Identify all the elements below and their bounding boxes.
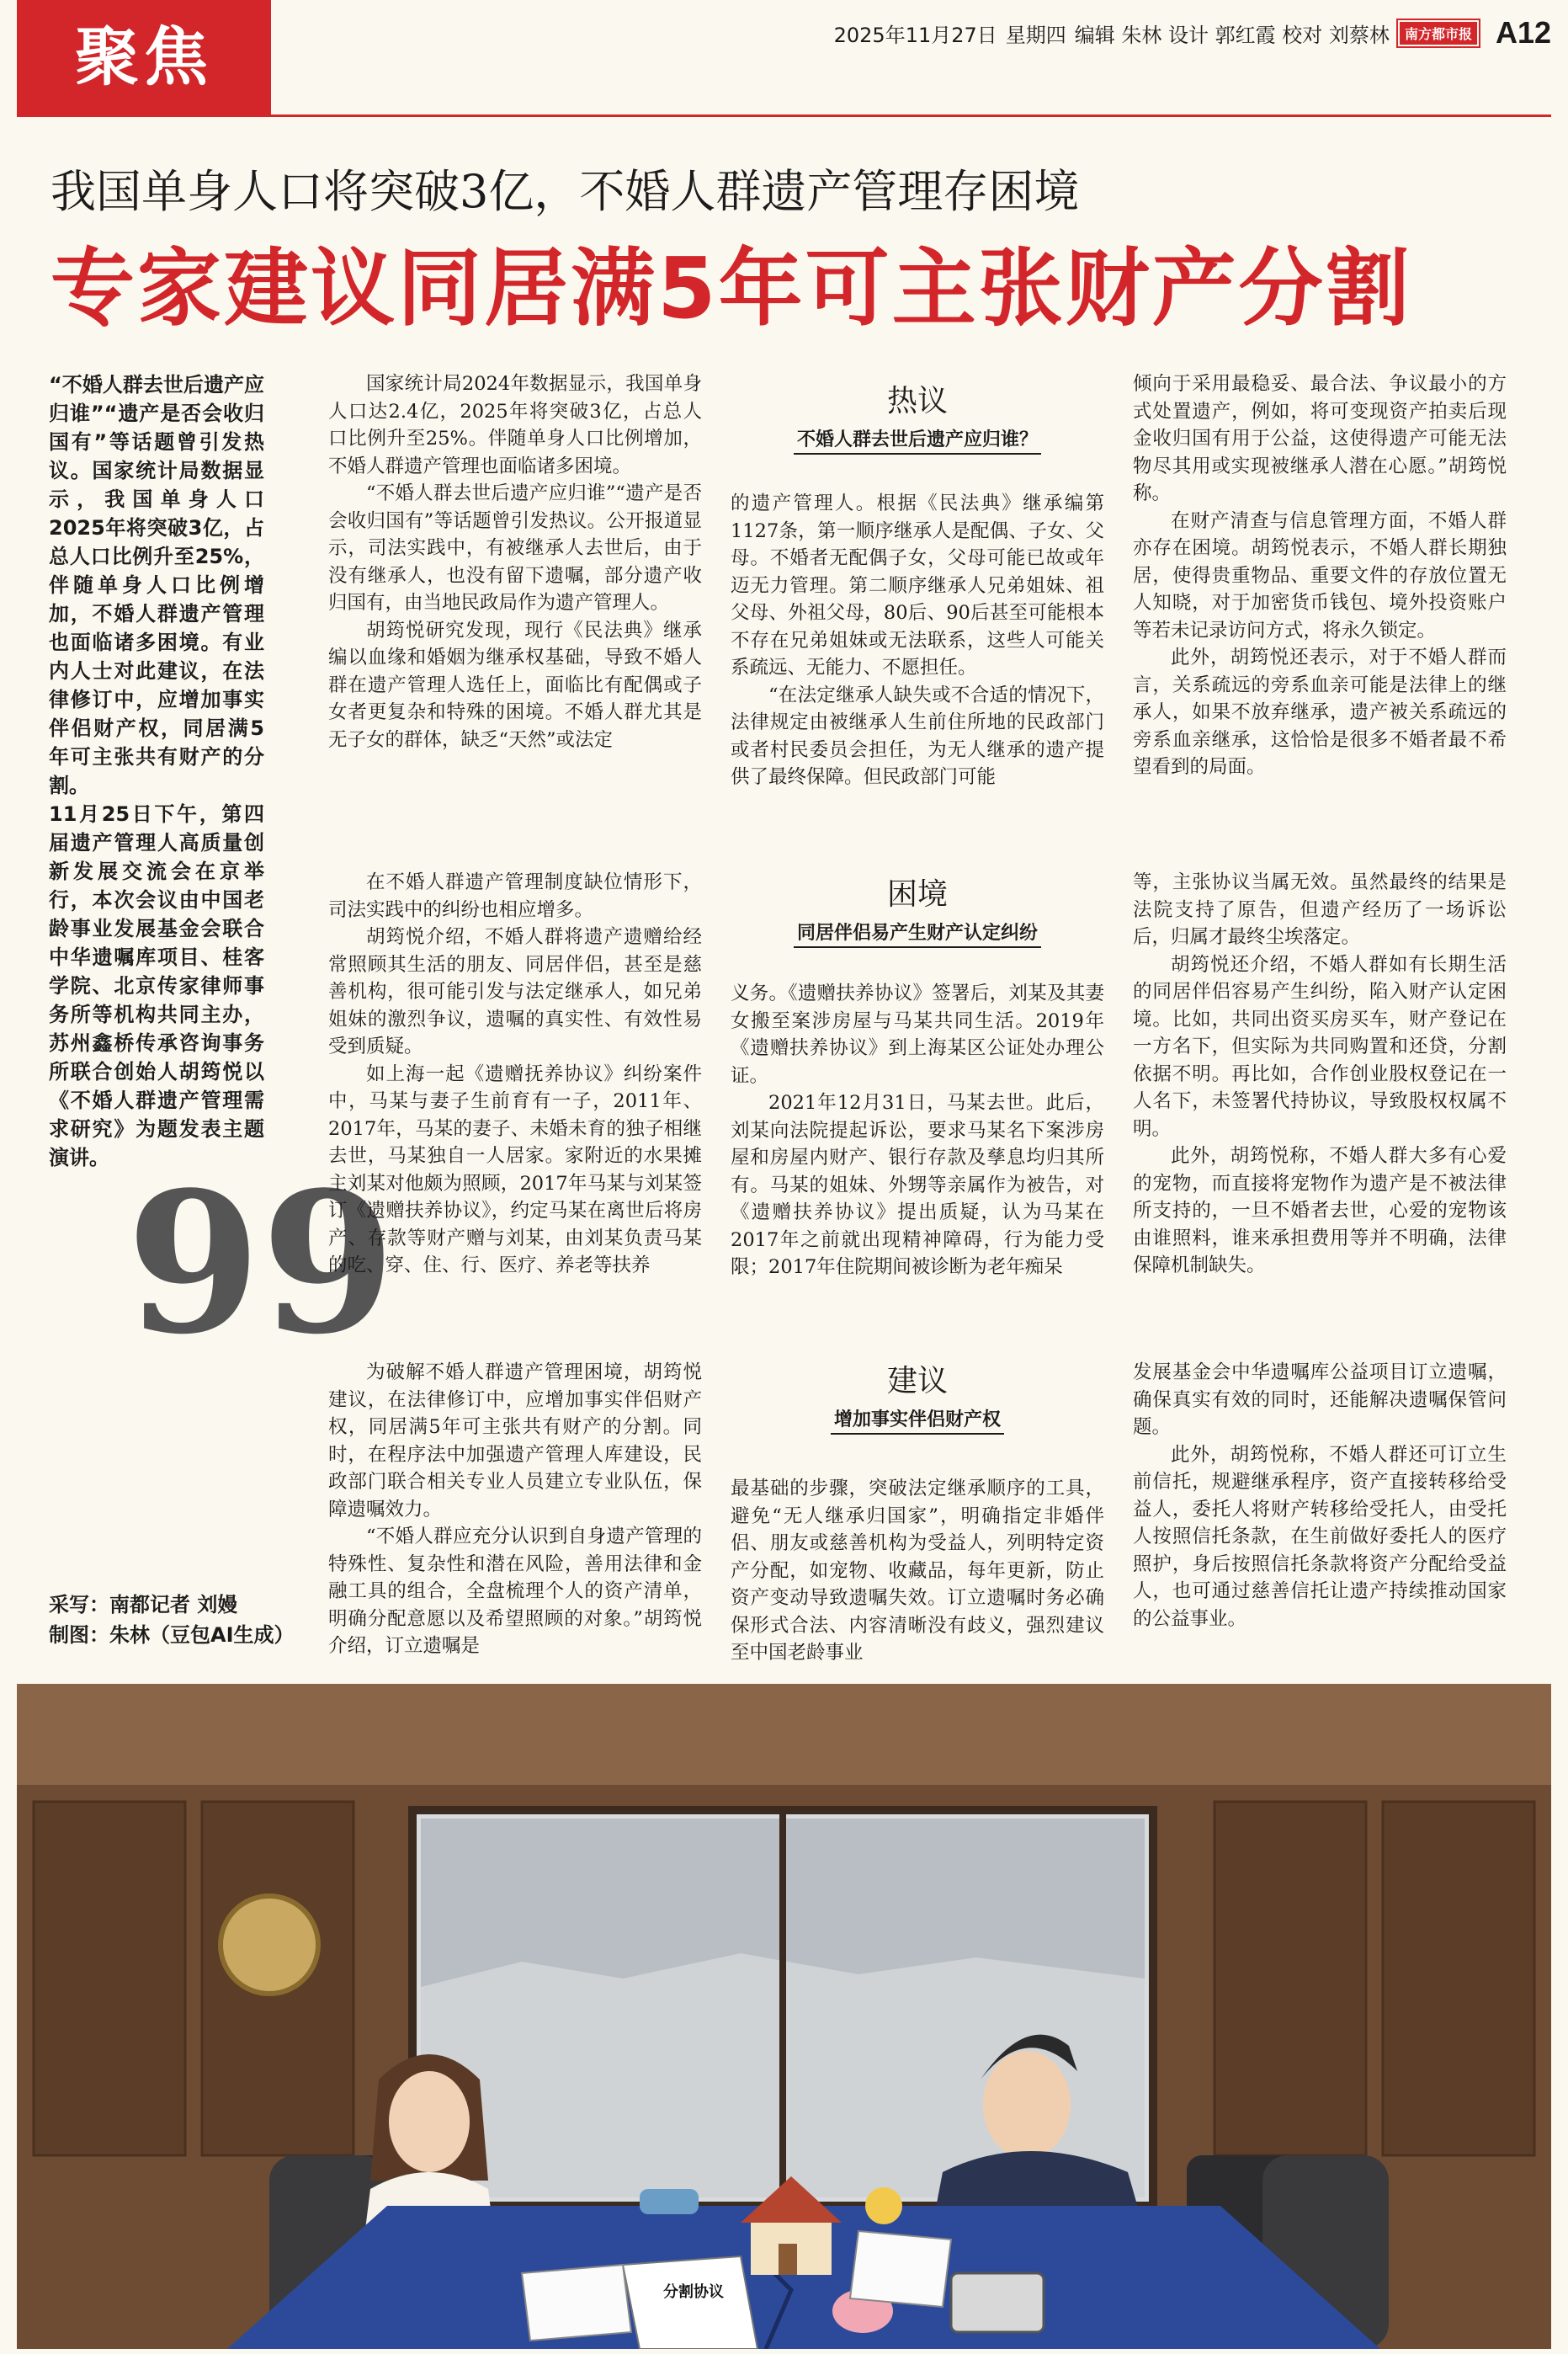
issue-date: 2025年11月27日 [833,23,997,47]
illustration-svg [17,1684,1551,2349]
column-1-block-1 [328,370,702,754]
column-2-block-3 [731,1475,1104,1667]
paragraph: 的遗产管理人。根据《民法典》继承编第1127条，第一顺序继承人是配偶、子女、父母。不婚者无配偶子女，父母可能已故或年迈无力管理。第二顺序继承人兄弟姐妹、祖父母、外祖父母，80后、90后甚至可能根本不存在兄弟姐妹或无法联系，这些人可能关系疏远、无能力、不愿担任。 [731,493,1104,679]
paragraph: 胡筠悦还介绍，不婚人群如有长期生活的同居伴侣容易产生纠纷，陷入财产认定困境。比如，共同出资买房买车，财产登记在一方名下，但实际为共同购置和还贷，分割依据不明。再比如，合作创业股权登记在一人名下，未签署代持协议，导致股权权属不明。 [1133,953,1507,1140]
page-number: A12 [1495,15,1551,50]
paragraph: 等，主张协议当属无效。虽然最终的结果是法院支持了原告，但遗产经历了一场诉讼后，归属才最终尘埃落定。 [1133,871,1507,948]
car-icon [640,2189,699,2214]
paragraph: 胡筠悦研究发现，现行《民法典》继承编以血缘和婚姻为继承权基础，导致不婚人群在遗产管理人选任上，面临比有配偶或子女者更复杂和特殊的困境。不婚人群尤其是无子女的群体，缺乏“天然”或法定 [328,619,702,751]
staff-credits: 编辑 朱林 设计 郭红霞 校对 刘蔡林 [1074,23,1390,47]
issue-weekday: 星期四 [1005,23,1066,47]
header-rule [17,115,1551,117]
column-2-block-2 [731,980,1104,1281]
document-label: 分割协议 [663,2283,724,2301]
lead-paragraph: “不婚人群去世后遗产应归谁”“遗产是否会收归国有”等话题曾引发热议。国家统计局数据显示，我国单身人口2025年将突破3亿，占总人口比例升至25%，伴随单身人口比例增加，不婚人群遗产管理也面临诸多困境。有业内人士对此建议，在法律修订中，应增加事实伴侣财产权，同居满5年可主张共有财产的分割。 [49,373,264,797]
section-title: 困境 [886,877,948,912]
newspaper-logo: 南方都市报 [1398,20,1479,46]
section-heading-3 [731,1357,1104,1435]
section-subtitle: 不婚人群去世后遗产应归谁？ [794,425,1041,455]
lead-paragraph-2: 11月25日下午，第四届遗产管理人高质量创新发展交流会在京举行，本次会议由中国老龄事业发展基金会联合中华遗嘱库项目、桂客学院、北京传家律师事务所等机构共同主办，苏州鑫桥传承咨询事务所联合创始人胡筠悦以《不婚人群遗产管理需求研究》为题发表主题演讲。 [49,802,264,1169]
paragraph: 发展基金会中华遗嘱库公益项目订立遗嘱，确保真实有效的同时，还能解决遗嘱保管问题。 [1133,1361,1507,1438]
article-subhead: 我国单身人口将突破3亿，不婚人群遗产管理存困境 [50,165,1080,218]
paragraph: 在不婚人群遗产管理制度缺位情形下，司法实践中的纠纷也相应增多。 [328,871,702,921]
section-title: 热议 [886,384,948,418]
section-heading-2 [731,871,1104,948]
column-3-block-3 [1133,1359,1507,1632]
section-brand: 聚焦 [17,0,271,115]
paragraph: 义务。《遗赠扶养协议》签署后，刘某及其妻女搬至案涉房屋与马某共同生活。2019年《遗赠扶养协议》到上海某区公证处办理公证。 [731,983,1104,1087]
calculator-icon [951,2273,1044,2332]
paragraph: “不婚人群应充分认识到自身遗产管理的特殊性、复杂性和潜在风险，善用法律和金融工具的组合，全盘梳理个人的资产清单，明确分配意愿以及希望照顾的对象。”胡筠悦介绍，订立遗嘱是 [328,1526,702,1657]
column-1-block-3 [328,1359,702,1660]
section-title: 建议 [886,1364,948,1398]
paragraph: 2021年12月31日，马某去世。此后，刘某向法院提起诉讼，要求马某名下案涉房屋和房屋内财产、银行存款及孳息均归其所有。马某的姐妹、外甥等亲属作为被告，对《遗赠扶养协议》提出质疑，认为马某在2017年之前就出现精神障碍，行为能力受限；2017年住院期间被诊断为老年痴呆 [731,1092,1104,1278]
agreement-document [623,2256,757,2349]
column-2-block-1 [731,490,1104,791]
coin-icon [865,2187,902,2224]
article-headline: 专家建议同居满5年可主张财产分割 [50,239,1412,338]
paragraph: 为破解不婚人群遗产管理困境，胡筠悦建议，在法律修订中，应增加事实伴侣财产权，同居满5年可主张共有财产的分割。同时，在程序法中加强遗产管理人库建设，民政部门联合相关专业人员建立专业队伍，保障遗嘱效力。 [328,1361,702,1521]
paragraph: 如上海一起《遗赠抚养协议》纠纷案件中，马某与妻子生前育有一子，2011年、2017年，马某的妻子、未婚未育的独子相继去世，马某独自一人居家。家附近的水果摊主刘某对他颇为照顾，2017年马某与刘某签订《遗赠扶养协议》，约定马某在离世后将房产、存款等财产赠与刘某，由刘某负责马某的吃、穿、住、行、医疗、养老等扶养 [328,1062,702,1276]
paragraph: 最基础的步骤，突破法定继承顺序的工具，避免“无人继承归国家”，明确指定非婚伴侣、朋友或慈善机构为受益人，列明特定资产分配，如宠物、收藏品，每年更新，防止资产变动导致遗嘱失效。订立遗嘱时务必确保形式合法、内容清晰没有歧义，强烈建议至中国老龄事业 [731,1478,1104,1664]
paragraph: 倾向于采用最稳妥、最合法、争议最小的方式处置遗产，例如，将可变现资产拍卖后现金收归国有用于公益，这使得遗产可能无法物尽其用或实现被继承人潜在心愿。”胡筠悦称。 [1133,373,1507,504]
section-heading-1 [731,377,1104,455]
paragraph: 在财产清查与信息管理方面，不婚人群亦存在困境。胡筠悦表示，不婚人群长期独居，使得贵重物品、重要文件的存放位置无人知晓，对于加密货币钱包、境外投资账户等若未记录访问方式，将永久锁定。 [1133,509,1507,642]
paragraph: 此外，胡筠悦称，不婚人群大多有心爱的宠物，而直接将宠物作为遗产是不被法律所支持的，一旦不婚者去世，心爱的宠物该由谁照料，谁来承担费用等并不明确，法律保障机制缺失。 [1133,1145,1507,1276]
byline [49,1590,295,1650]
column-3-block-2 [1133,869,1507,1280]
page-meta [834,15,1551,51]
paragraph: “不婚人群去世后遗产应归谁”“遗产是否会收归国有”等话题曾引发热议。公开报道显示，司法实践中，有被继承人去世后，由于没有继承人，也没有留下遗嘱，部分遗产收归国有，由当地民政局作为遗产管理人。 [328,482,702,614]
byline-reporter: 采写：南都记者 刘嫚 [49,1593,238,1616]
paragraph: 胡筠悦介绍，不婚人群将遗产遗赠给经常照顾其生活的朋友、同居伴侣，甚至是慈善机构，很可能引发与法定继承人，如兄弟姐妹的激烈争议，遗嘱的真实性、有效性易受到质疑。 [328,926,702,1057]
section-subtitle: 增加事实伴侣财产权 [831,1405,1004,1435]
scale-emblem-icon [221,1896,318,1994]
byline-illustrator: 制图：朱林（豆包AI生成） [49,1623,295,1647]
quote-mark-icon: 99 [126,1150,396,1377]
column-3-block-1 [1133,370,1507,781]
paragraph: 国家统计局2024年数据显示，我国单身人口达2.4亿，2025年将突破3亿，占总人口比例升至25%。伴随单身人口比例增加，不婚人群遗产管理也面临诸多困境。 [328,373,702,477]
paragraph: 此外，胡筠悦称，不婚人群还可订立生前信托，规避继承程序，资产直接转移给受益人，委托人将财产转移给受托人，由受托人按照信托条款，在生前做好委托人的医疗照护，身后按照信托条款将资产分配给受益人，也可通过慈善信托让遗产持续推动国家的公益事业。 [1133,1443,1507,1630]
ai-illustration [17,1684,1551,2349]
lead-block [49,370,264,1172]
paragraph: “在法定继承人缺失或不合适的情况下，法律规定由被继承人生前住所地的民政部门或者村民委员会担任，为无人继承的遗产提供了最终保障。但民政部门可能 [731,684,1104,788]
column-1-block-2 [328,869,702,1280]
paragraph: 此外，胡筠悦还表示，对于不婚人群而言，关系疏远的旁系血亲可能是法律上的继承人，如果不放弃继承，遗产被关系疏远的旁系血亲继承，这恰恰是很多不婚者最不希望看到的局面。 [1133,647,1507,778]
section-subtitle: 同居伴侣易产生财产认定纠纷 [794,919,1041,948]
